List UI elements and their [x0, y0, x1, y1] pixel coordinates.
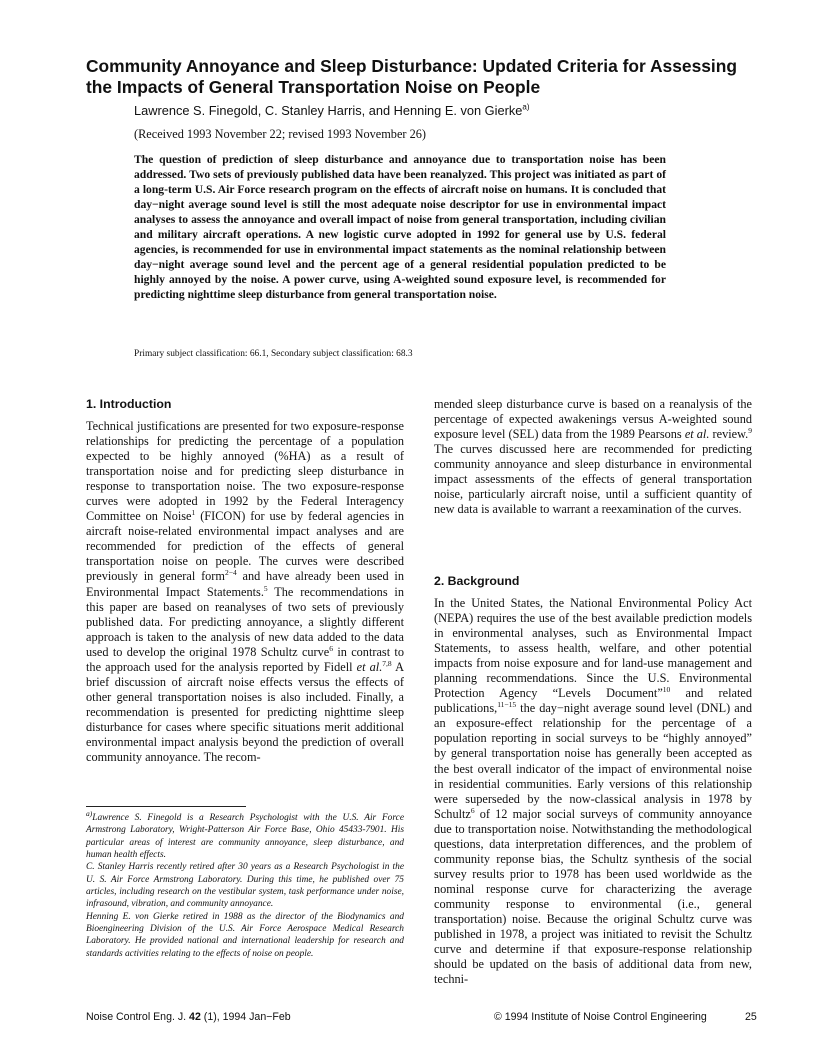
author-footnote-marker: a) [522, 102, 530, 112]
right-column-background [434, 596, 752, 987]
citation: 11−15 [497, 700, 517, 710]
citation: 10 [662, 685, 671, 695]
citation: 6 [329, 643, 334, 653]
authors-text: Lawrence S. Finegold, C. Stanley Harris, and Henning E. von Gierke [134, 103, 523, 118]
background-paragraph [434, 596, 752, 987]
footnote-marker: a) [86, 808, 93, 818]
author-footnotes [86, 808, 404, 960]
citation: 5 [263, 583, 268, 593]
citation: 2−4 [224, 568, 237, 578]
et-al: et al. [684, 427, 710, 442]
left-column-body [86, 419, 404, 765]
abstract: The question of prediction of sleep disturbance and annoyance due to transportation noise has been addressed. Two sets of previously published data have been reanalyzed. This project was initiated as part of a long-term U.S. Air Force research program on the effects of aircraft noise on humans. It is concluded that day−night average sound level is still the most adequate noise descriptor for use in environmental impact analyses to assess the annoyance and overall impact of noise from general transportation, including civilian and military aircraft operations. A new logistic curve adopted in 1992 for general use by U.S. federal agencies, is recommended for use in environmental impact statements as the nominal relationship between day−night average sound level and the percent age of a general residential population predicted to be highly annoyed by the noise. A power curve, using A-weighted sound exposure level, is recommended for predicting nighttime sleep disturbance from general transportation noise. [134, 153, 666, 302]
author-list [134, 103, 530, 119]
journal-citation [86, 1011, 291, 1024]
subject-classification: Primary subject classification: 66.1, Secondary subject classification: 68.3 [134, 349, 413, 359]
text-run: Technical justifications are presented for two exposure-response relationships for predicting the percentage of a population expected to be highly annoyed (%HA) as a result of transportation noise and for predicting sleep disturbance in response to transportation noise. The two exposure-response curves were adopted in 1992 by the Federal Interagency Committee on Noise [86, 419, 404, 524]
text-run: In the United States, the National Environmental Policy Act (NEPA) requires the use of the best available prediction models in environmental analyses, such as Environmental Impact Statements, to assess health, welfare, and other potential impacts from noise exposure and for land-use management and planning recommendations. Since the U.S. Environmental Protection Agency “Levels Document” [434, 596, 752, 701]
text-run: A brief discussion of aircraft noise effects versus the effects of other general transportation noises is also included. Finally, a recommendation is presented for predicting nighttime sleep disturbance for cases where specific situations merit additional environmental impact analysis beyond the prediction of overall community annoyance. The recom- [86, 659, 404, 765]
received-date: (Received 1993 November 22; revised 1993 November 26) [134, 127, 426, 141]
text-run: (FICON) for use by federal agencies in aircraft noise-related environmental impact analyses and are recommended for prediction of the effects of general transportation noise on people. The curves were described previously in general form [86, 509, 404, 584]
journal-name: Noise Control Eng. J. [86, 1011, 190, 1023]
text-run: review. [709, 427, 749, 442]
journal-issue: (1), 1994 Jan−Feb [200, 1011, 291, 1023]
paper-title: Community Annoyance and Sleep Disturbance: Updated Criteria for Assessing the Impacts of General Transportation Noise on People [86, 56, 737, 97]
footnote-von-gierke: Henning E. von Gierke retired in 1988 as the director of the Biodynamics and Bioengineering Division of the U.S. Air Force Aerospace Medical Research Laboratory. He provided national and international leadership for research and standards activities relating to the effects of noise on people. [86, 911, 404, 959]
text-run: Lawrence S. Finegold is a Research Psychologist with the U.S. Air Force Armstrong Laboratory, Wright-Patterson Air Force Base, Ohio 45433-7901. His particular areas of interest are community annoyance, sleep disturbance, and human health effects. [86, 813, 404, 861]
text-run: of 12 major social surveys of community annoyance due to transportation noise. Notwithstanding the methodological questions, data interpretation differences, and the problem of community reponse bias, the Schultz synthesis of the social survey results prior to 1978 has been used worldwide as the nominal response curve for characterizing the average community response to environmental (i.e., general transportation) noise. Because the original Schultz curve was published in 1978, a project was initiated to revisit the Schultz curve and determine if that exposure-response relationship should be updated on the basis of additional data from new, techni- [434, 806, 752, 987]
text-run: the day−night average sound level (DNL) and an exposure-effect relationship for the percentage of a population reporting in social surveys to be “highly annoyed” by general transportation noise has generally been accepted as the best overall indicator of the impact of environmental noise in residential communities. Early versions of this relationship were superseded by the now-classical analysis in 1978 by Schultz [434, 701, 752, 821]
introduction-continued [434, 397, 752, 517]
text-run: and have already been used in Environmental Impact Statements. [86, 569, 404, 599]
et-al: et al. [356, 659, 383, 674]
footnote-rule [86, 806, 246, 807]
text-run: and related publications, [434, 686, 752, 716]
text-run: mended sleep disturbance curve is based on a reanalysis of the percentage of expected awakenings versus A-weighted sound exposure level (SEL) data from the 1989 Pearsons [434, 397, 752, 442]
footnote-harris: C. Stanley Harris recently retired after 30 years as a Research Psychologist in the U. S. Air Force Armstrong Laboratory. During this time, he published over 75 articles, including research on the vestibular system, task performance under noise, infrasound, vibration, and community annoyance. [86, 862, 404, 910]
section-heading-background: 2. Background [434, 574, 520, 588]
page-number: 25 [745, 1011, 757, 1023]
citation: 6 [470, 805, 475, 815]
citation: 9 [748, 426, 752, 435]
citation: 1 [191, 508, 196, 518]
text-run: in contrast to the approach used for the analysis reported by Fidell [86, 644, 405, 674]
copyright-notice: © 1994 Institute of Noise Control Engineering [494, 1011, 707, 1023]
text-run: The curves discussed here are recommended for predicting community annoyance and sleep disturbance in environmental impact assessments of the effects of general transportation noise, particularly aircraft noise, until a sufficient quantity of new data is available to warrant a reexamination of the curves. [434, 442, 752, 517]
section-heading-introduction: 1. Introduction [86, 397, 172, 411]
journal-volume: 42 [189, 1011, 201, 1023]
citation: 7,8 [382, 658, 392, 668]
introduction-paragraph [86, 419, 404, 765]
text-run: The recommendations in this paper are based on reanalyses of two sets of previously published data. For predicting annoyance, a slightly different approach is taken to the analysis of new data added to the data used to develop the original 1978 Schultz curve [86, 584, 404, 659]
right-column-intro [434, 397, 752, 517]
footnote-finegold [86, 808, 404, 861]
